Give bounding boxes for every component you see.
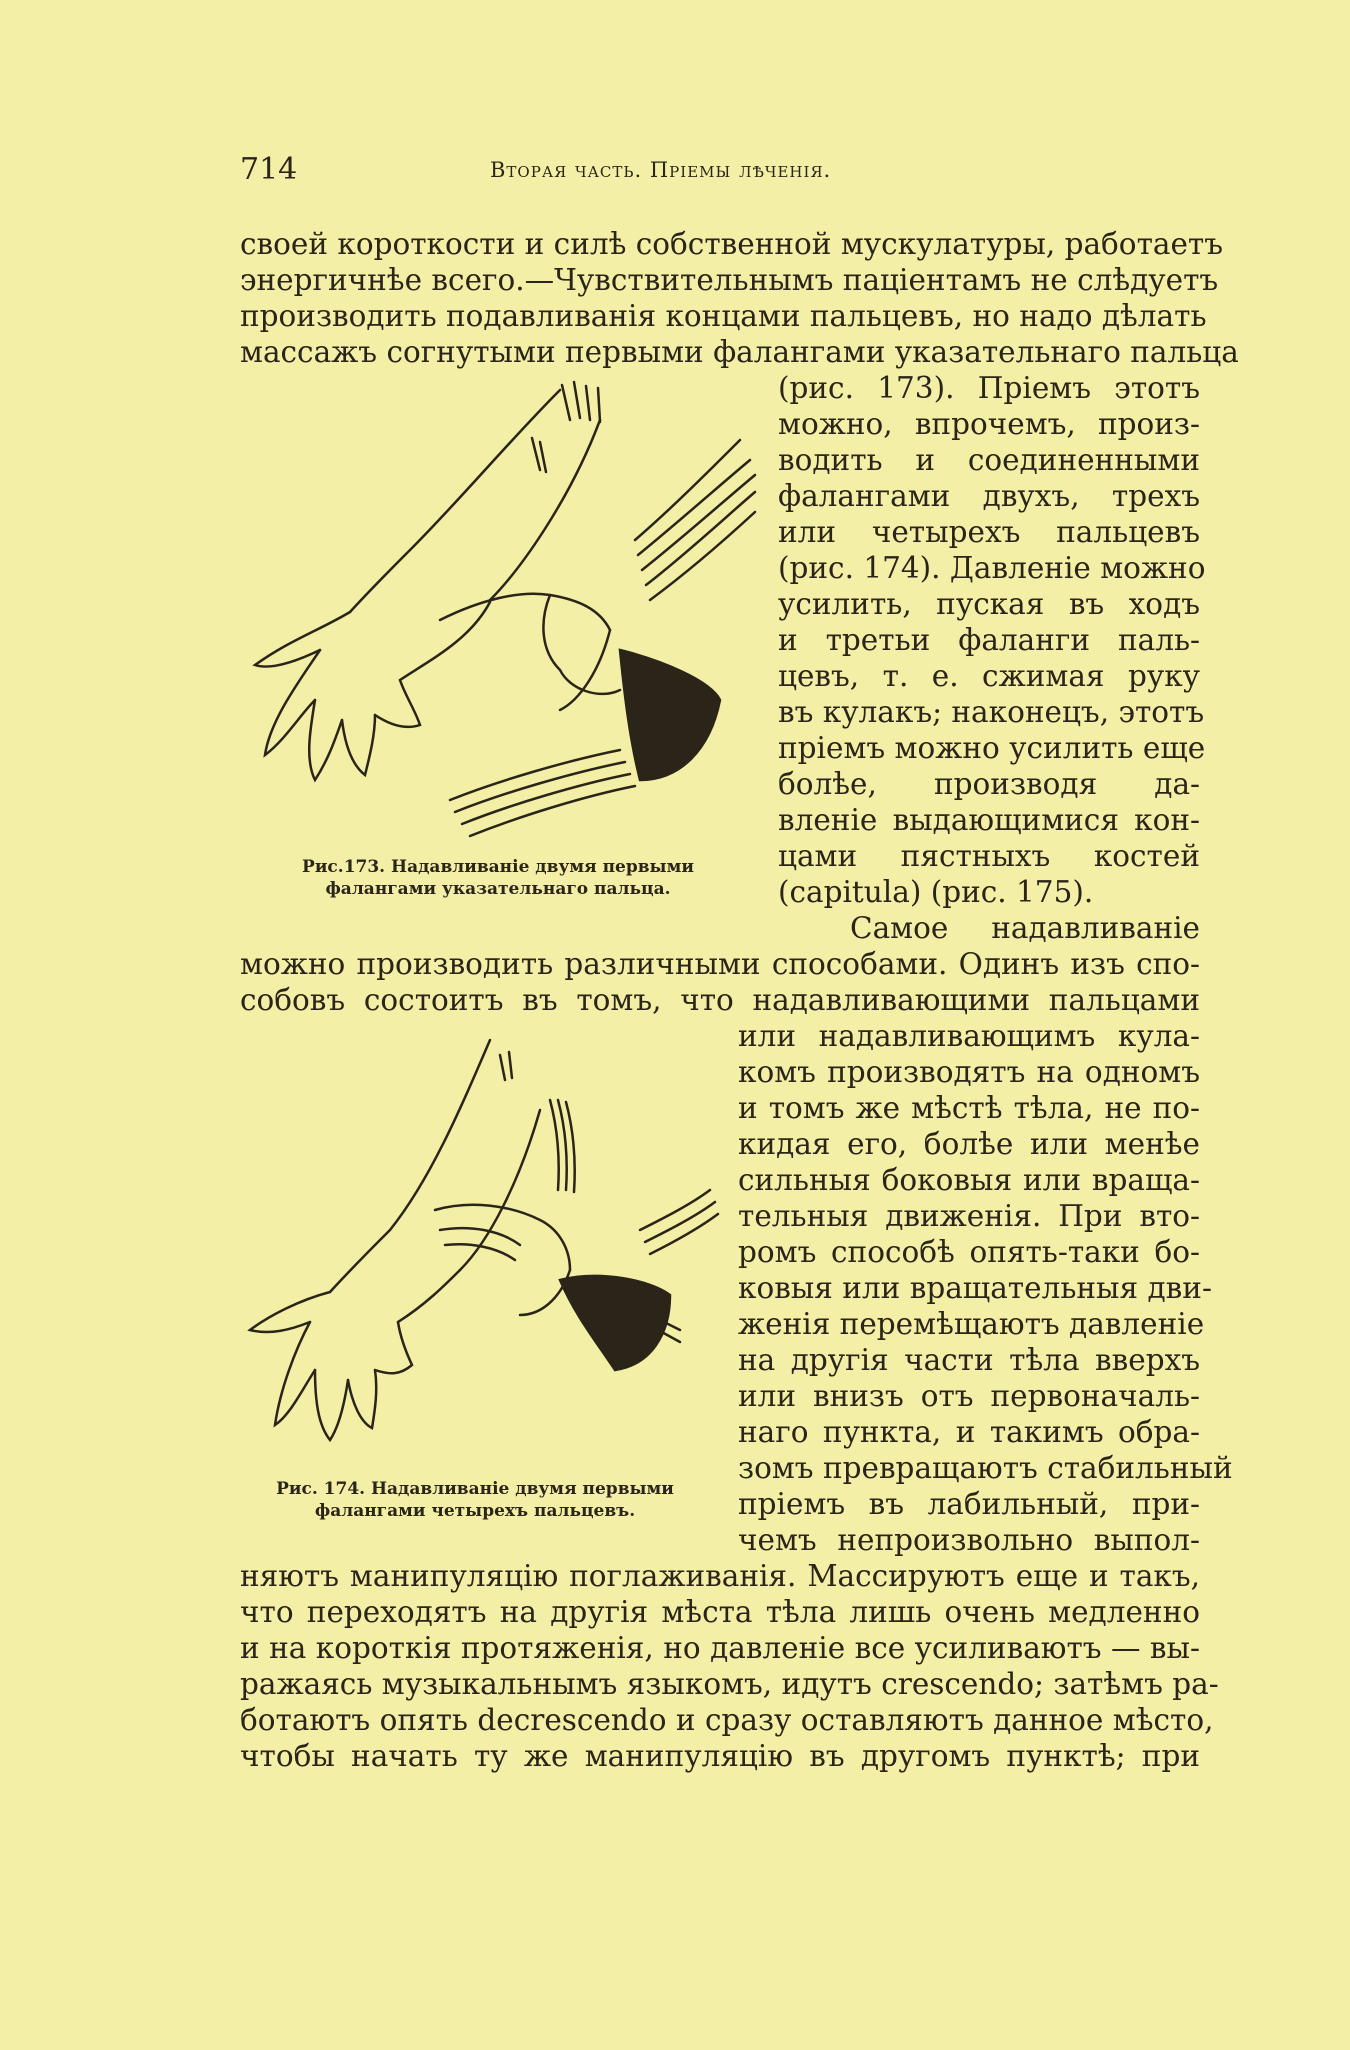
text-line: ромъ способѣ опять-таки бо- bbox=[738, 1235, 1200, 1269]
text-line: на другія части тѣла вверхъ bbox=[738, 1343, 1200, 1377]
text-line: ражаясь музыкальнымъ языкомъ, идутъ crescendo; затѣмъ ра- bbox=[240, 1667, 1219, 1701]
text-line: и третьи фаланги паль- bbox=[778, 623, 1200, 657]
text-line: ботаютъ опять decrescendo и сразу оставляютъ данное мѣсто, bbox=[240, 1703, 1214, 1737]
text-line: няютъ манипуляцію поглаживанія. Массируютъ еще и такъ, bbox=[240, 1559, 1200, 1593]
text-line: ковыя или вращательныя дви- bbox=[738, 1271, 1212, 1305]
running-title: Вторая часть. Пріемы лѣченія. bbox=[490, 158, 832, 182]
caption-line: фалангами указательнаго пальца. bbox=[325, 879, 671, 899]
text-line: (рис. 174). Давленіе можно bbox=[778, 551, 1206, 585]
text-line: или внизъ отъ первоначаль- bbox=[738, 1379, 1200, 1413]
text-line: и томъ же мѣстѣ тѣла, не по- bbox=[738, 1091, 1200, 1125]
text-line: (capitula) (рис. 175). bbox=[778, 875, 1094, 909]
text-line: сильныя боковыя или враща- bbox=[738, 1163, 1200, 1197]
text-line: пріемъ въ лабильный, при- bbox=[738, 1487, 1200, 1521]
text-line: усилить, пуская въ ходъ bbox=[778, 587, 1200, 621]
text-line: кидая его, болѣе или менѣе bbox=[738, 1127, 1200, 1161]
text-line: чемъ непроизвольно выпол- bbox=[738, 1523, 1200, 1557]
text-line: своей короткости и силѣ собственной мускулатуры, работаетъ bbox=[240, 227, 1224, 261]
text-line: можно, впрочемъ, произ- bbox=[778, 407, 1200, 441]
caption-line: Рис.173. Надавливаніе двумя первыми bbox=[302, 857, 694, 877]
text-line: въ кулакъ; наконецъ, этотъ bbox=[778, 695, 1205, 729]
page-number: 714 bbox=[240, 152, 298, 187]
text-line: женія перемѣщаютъ давленіе bbox=[738, 1307, 1205, 1341]
caption-line: Рис. 174. Надавливаніе двумя первыми bbox=[276, 1479, 674, 1499]
text-line: или четырехъ пальцевъ bbox=[778, 515, 1200, 549]
page-header bbox=[240, 152, 1200, 186]
text-line: производить подавливанія концами пальцевъ, но надо дѣлать bbox=[240, 299, 1207, 333]
figure-174-illustration bbox=[240, 1030, 720, 1460]
text-line: (рис. 173). Пріемъ этотъ bbox=[778, 371, 1200, 405]
text-line: и на короткія протяженія, но давленіе все усиливаютъ — вы- bbox=[240, 1631, 1200, 1665]
text-line: можно производить различными способами. Одинъ изъ спо- bbox=[240, 947, 1200, 981]
figure-173-caption bbox=[248, 856, 748, 900]
figure-174-caption bbox=[240, 1478, 710, 1522]
text-line: Самое надавливаніе bbox=[850, 911, 1200, 945]
text-line: болѣе, производя да- bbox=[778, 767, 1200, 801]
text-line: массажъ согнутыми первыми фалангами указательнаго пальца bbox=[240, 335, 1239, 369]
text-line: комъ производятъ на одномъ bbox=[738, 1055, 1200, 1089]
text-line: наго пункта, и такимъ обра- bbox=[738, 1415, 1200, 1449]
text-line: цевъ, т. е. сжимая руку bbox=[778, 659, 1200, 693]
text-line: цами пястныхъ костей bbox=[778, 839, 1200, 873]
text-line: что переходятъ на другія мѣста тѣла лишь очень медленно bbox=[240, 1595, 1200, 1629]
text-line: зомъ превращаютъ стабильный bbox=[738, 1451, 1233, 1485]
text-line: или надавливающимъ кула- bbox=[738, 1019, 1200, 1053]
text-line: собовъ состоитъ въ томъ, что надавливающими пальцами bbox=[240, 983, 1200, 1017]
text-line: водить и соединенными bbox=[778, 443, 1200, 477]
text-line: чтобы начать ту же манипуляцію въ другомъ пунктѣ; при bbox=[240, 1739, 1200, 1773]
text-line: тельныя движенія. При вто- bbox=[738, 1199, 1200, 1233]
caption-line: фалангами четырехъ пальцевъ. bbox=[314, 1501, 636, 1521]
text-line: вленіе выдающимися кон- bbox=[778, 803, 1200, 837]
text-line: фалангами двухъ, трехъ bbox=[778, 479, 1200, 513]
text-line: пріемъ можно усилить еще bbox=[778, 731, 1206, 765]
text-line: энергичнѣе всего.—Чувствительнымъ паціентамъ не слѣдуетъ bbox=[240, 263, 1219, 297]
figure-173-illustration bbox=[240, 380, 760, 850]
